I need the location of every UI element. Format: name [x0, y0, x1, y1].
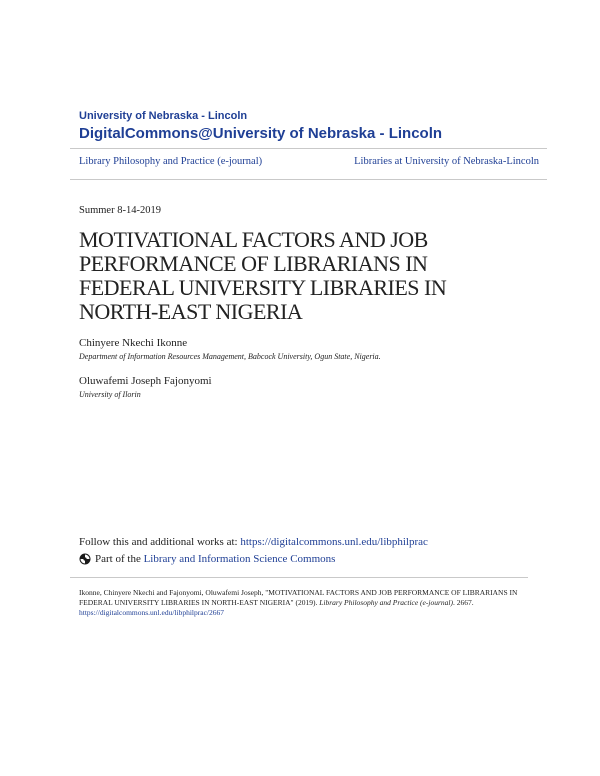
author-affiliation: Department of Information Resources Management, Babcock University, Ogun State, Nigeria. — [79, 352, 381, 361]
follow-prefix: Follow this and additional works at: — [79, 536, 241, 548]
institution-link[interactable]: University of Nebraska - Lincoln — [79, 110, 248, 122]
collection-link-journal[interactable]: Library Philosophy and Practice (e-journal) — [79, 156, 263, 167]
divider-top — [70, 148, 547, 149]
article-title: MOTIVATIONAL FACTORS AND JOB PERFORMANCE OF LIBRARIANS IN FEDERAL UNIVERSITY LIBRARIES IN NORTH-EAST NIGERIA — [79, 227, 447, 324]
repository-header — [79, 110, 539, 143]
divider-collections — [70, 179, 547, 180]
part-of-line — [79, 553, 335, 565]
collection-link-libraries[interactable]: Libraries at University of Nebraska-Lincoln — [354, 156, 539, 167]
collections-bar — [79, 156, 539, 167]
citation-link[interactable]: https://digitalcommons.unl.edu/libphilprac/2667 — [79, 608, 224, 617]
commons-network-icon — [79, 553, 91, 565]
citation-text: Ikonne, Chinyere Nkechi and Fajonyomi, Oluwafemi Joseph, "MOTIVATIONAL FACTORS AND JOB PERFORMANCE OF LIBRARIANS IN FEDERAL UNIVERSITY LIBRARIES IN NORTH-EAST NIGERIA" (2019). — [79, 588, 518, 607]
recommended-citation — [79, 588, 529, 618]
repository-link[interactable]: DigitalCommons@University of Nebraska - Lincoln — [79, 125, 443, 142]
commons-link[interactable]: Library and Information Science Commons — [143, 553, 336, 565]
follow-line — [79, 536, 428, 548]
author-name: Chinyere Nkechi Ikonne — [79, 337, 188, 349]
publication-date: Summer 8-14-2019 — [79, 205, 161, 216]
author-name: Oluwafemi Joseph Fajonyomi — [79, 375, 212, 387]
author-affiliation: University of Ilorin — [79, 390, 141, 399]
divider-citation — [70, 577, 528, 578]
follow-link[interactable]: https://digitalcommons.unl.edu/libphilprac — [240, 536, 428, 548]
citation-journal: Library Philosophy and Practice (e-journal) — [319, 598, 453, 607]
citation-suffix: . 2667. — [452, 598, 474, 607]
part-of-prefix: Part of the — [95, 553, 141, 565]
